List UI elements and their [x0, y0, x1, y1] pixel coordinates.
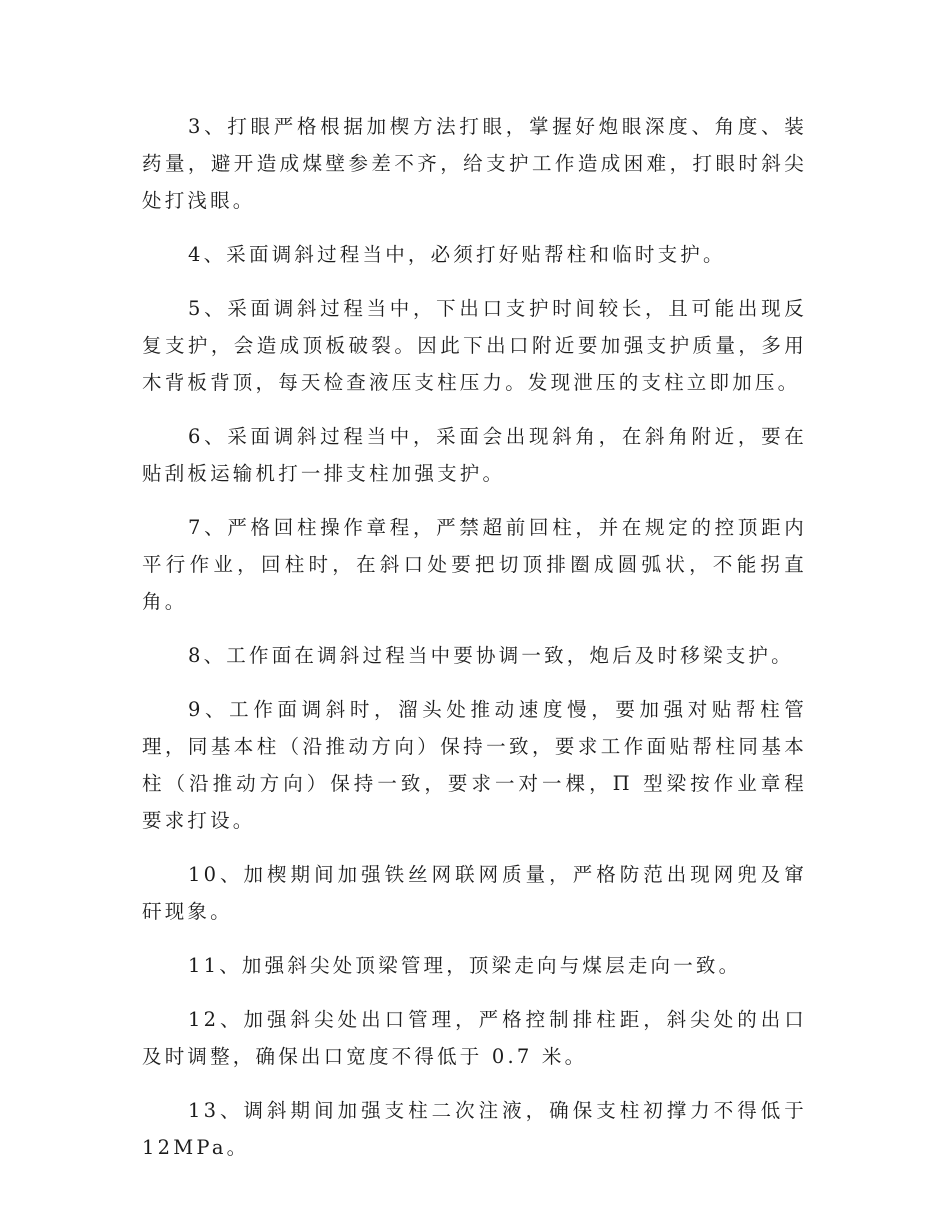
paragraph-item-8: 8、工作面在调斜过程当中要协调一致，炮后及时移梁支护。 — [188, 644, 794, 667]
paragraph-item-10: 10、加楔期间加强铁丝网联网质量，严格防范出现网兜及窜矸现象。 — [142, 863, 807, 923]
paragraph-item-12: 12、加强斜尖处出口管理，严格控制排柱距，斜尖处的出口及时调整，确保出口宽度不得低于 0.7 米。 — [142, 1008, 807, 1068]
paragraph-item-6: 6、采面调斜过程当中，采面会出现斜角，在斜角附近，要在贴刮板运输机打一排支柱加强支护。 — [142, 425, 807, 485]
paragraph-item-7: 7、严格回柱操作章程，严禁超前回柱，并在规定的控顶距内平行作业，回柱时，在斜口处要把切顶排圈成圆弧状，不能拐直角。 — [142, 516, 807, 613]
paragraph-item-9: 9、工作面调斜时，溜头处推动速度慢，要加强对贴帮柱管理，同基本柱（沿推动方向）保持一致，要求工作面贴帮柱同基本柱（沿推动方向）保持一致，要求一对一棵，Π 型梁按作业章程要求打设。 — [142, 698, 807, 832]
paragraph-item-3: 3、打眼严格根据加楔方法打眼，掌握好炮眼深度、角度、装药量，避开造成煤壁参差不齐，给支护工作造成困难，打眼时斜尖处打浅眼。 — [142, 115, 807, 212]
paragraph-item-5: 5、采面调斜过程当中，下出口支护时间较长，且可能出现反复支护，会造成顶板破裂。因此下出口附近要加强支护质量，多用木背板背顶，每天检查液压支柱压力。发现泄压的支柱立即加压。 — [142, 297, 807, 394]
paragraph-item-11: 11、加强斜尖处顶梁管理，顶梁走向与煤层走向一致。 — [188, 954, 742, 977]
document-body — [142, 108, 807, 1183]
paragraph-item-13: 13、调斜期间加强支柱二次注液，确保支柱初撑力不得低于12MPa。 — [142, 1099, 807, 1159]
paragraph-item-4: 4、采面调斜过程当中，必须打好贴帮柱和临时支护。 — [188, 243, 726, 266]
